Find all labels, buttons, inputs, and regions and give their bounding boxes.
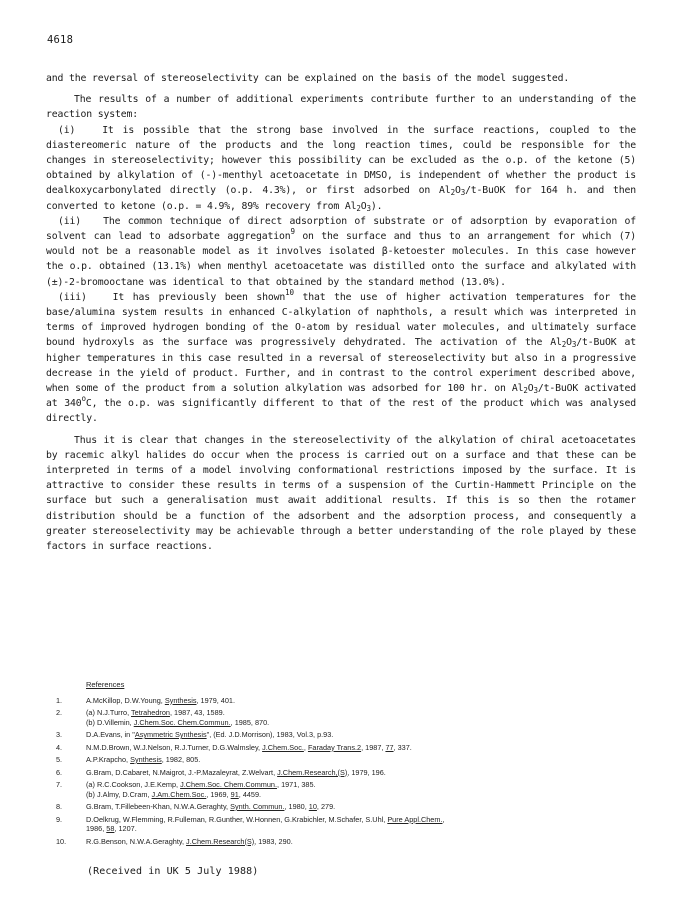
- references-section: [56, 680, 636, 849]
- reference-item: [56, 802, 636, 812]
- reference-body: [86, 743, 636, 753]
- reference-body: [86, 780, 636, 799]
- reference-journal: Faraday Trans.2: [307, 742, 362, 752]
- reference-item: [56, 768, 636, 778]
- paragraph-item-iii: (iii) It has previously been shown$^{10}$ that the use of higher activation temperatures for the base/alumina system results in enhanced C-alkylation of naphthols, a result which was interpreted in terms of improved hydrogen bonding of the O-atom by residual water molecules, and ultimately surface bound hydroxyls as the surface was progressively dehydrated. The activation of the $Al_2O_3/t$-BuOK at higher temperatures in this case resulted in a reversal of stereoselectivity but also in a progressive decrease in the yield of product. Further, and in contrast to the control experiment described above, when some of the product from a solution alkylation was adsorbed for 100 hr. on $Al_2O_3/t$-BuOK activated at 340$^o$C, the o.p. was significantly different to that of the rest of the product which was analysed directly.: [46, 287, 637, 425]
- reference-body: [86, 730, 636, 740]
- citation-superscript: 9: [290, 227, 295, 237]
- item-label: (ii): [58, 215, 81, 227]
- reference-number: 7.: [56, 780, 63, 789]
- reference-body: [86, 708, 636, 727]
- reference-text: (b) J.Almy, D.Cram,: [86, 789, 152, 799]
- reference-journal: 91: [230, 789, 239, 799]
- reference-text: (a) R.C.Cookson, J.E.Kemp,: [86, 780, 181, 789]
- paragraph-results-intro: The results of a number of additional experiments contribute further to an understanding of the reaction system:: [46, 94, 636, 121]
- reference-text: (b) D.Villemin,: [86, 717, 134, 727]
- citation-superscript: 10: [285, 287, 294, 297]
- reference-item: [56, 837, 636, 847]
- reference-item: [56, 815, 636, 834]
- reference-number: 9.: [56, 814, 63, 824]
- reference-text: , 1979, 196.: [347, 767, 386, 777]
- reference-text: , 1983, 290.: [254, 836, 293, 846]
- reference-number: 1.: [56, 695, 63, 705]
- reference-text: R.G.Benson, N.W.A.Geraghty,: [86, 836, 187, 846]
- reference-item: [56, 730, 636, 740]
- reference-text: , 279.: [316, 802, 336, 811]
- references-heading: References: [86, 680, 125, 689]
- paragraph-conclusion: Thus it is clear that changes in the stereoselectivity of the alkylation of chiral acetoacetates by racemic alkyl halides do occur when the process is carried out on a surface and that these can be interpreted in terms of a model involving conformational restrictions imposed by the surface. It is attractive to consider these results in terms of a suspension of the Curtin-Hammett Principle on the surface but such a generalisation must await additional results. If this is so then the rotamer distribution should be a function of the adsorbent and the adsorption process, and consequently a greater stereoselectivity may be achievable through a better understanding of the role played by these factors in surface reactions.: [46, 434, 636, 553]
- reference-journal: J.Chem.Soc. Chem.Commun.: [133, 717, 231, 727]
- references-list: [56, 696, 636, 847]
- reference-text: N.M.D.Brown, W.J.Nelson, R.J.Turner, D.G.Walmsley,: [86, 742, 263, 752]
- reference-text: (a) N.J.Turro,: [86, 708, 132, 717]
- reference-text: A.P.Krapcho,: [86, 755, 131, 764]
- reference-text: , 1969,: [206, 789, 231, 799]
- reference-journal: J.Chem.Soc.: [262, 742, 304, 752]
- reference-journal: Synthesis: [130, 755, 162, 764]
- reference-text: , 337.: [393, 742, 412, 752]
- reference-journal: 10: [308, 802, 317, 811]
- reference-body: [86, 755, 636, 765]
- reference-journal: 77: [385, 742, 394, 752]
- item-label: (i): [58, 124, 76, 136]
- reference-text: ,: [303, 742, 308, 752]
- received-date: (Received in UK 5 July 1988): [87, 866, 259, 877]
- reference-text: , 1987, 43, 1589.: [169, 708, 225, 717]
- reference-text: D.A.Evans, in ": [86, 730, 135, 739]
- reference-journal: J.Chem.Soc. Chem.Commun.: [180, 780, 278, 789]
- reference-body: [86, 815, 636, 834]
- reference-item: [56, 743, 636, 753]
- reference-number: 6.: [56, 767, 63, 777]
- reference-text: 1986,: [86, 824, 107, 833]
- reference-item: [56, 708, 636, 727]
- reference-text: , 1207.: [114, 824, 137, 833]
- page-number: 4618: [47, 34, 74, 46]
- reference-body: [86, 696, 636, 706]
- reference-body: [86, 802, 636, 812]
- reference-text: ,: [442, 814, 445, 824]
- reference-number: 8.: [56, 802, 63, 811]
- reference-text: , 1979, 401.: [196, 695, 236, 705]
- reference-line: [86, 824, 636, 834]
- reference-journal: Synth. Commun.: [230, 802, 285, 811]
- reference-number: 4.: [56, 742, 63, 752]
- reference-text: , 1971, 385.: [277, 780, 316, 789]
- reference-item: [56, 755, 636, 765]
- reference-body: [86, 837, 636, 847]
- item-label: (iii): [58, 291, 87, 303]
- reference-journal: Tetrahedron: [131, 708, 170, 717]
- article-body: [46, 71, 636, 554]
- reference-text: G.Bram, D.Cabaret, N.Maigrot, J.-P.Mazaleyrat, Z.Welvart,: [86, 767, 278, 777]
- reference-text: , 1987,: [361, 742, 386, 752]
- reference-item: [56, 780, 636, 799]
- reference-journal: Synthesis: [164, 695, 197, 705]
- paragraph-item-ii: (ii) The common technique of direct adsorption of substrate or of adsorption by evaporation of solvent can lead to adsorbate aggregation$^9$ on the surface and thus to an arrangement for which (7) would not be a reasonable model as it involves isolated β-ketoester molecules. In this case however the o.p. obtained (13.1%) when menthyl acetoacetate was distilled onto the surface and alkylated with (±)-2-bromooctane was identical to that obtained by the standard method (13.0%).: [46, 215, 637, 288]
- reference-journal: J.Am.Chem.Soc.: [151, 789, 207, 799]
- reference-text: , 1982, 805.: [161, 755, 201, 764]
- reference-line: [86, 790, 636, 800]
- reference-body: [86, 768, 636, 778]
- paragraph-item-i: (i) It is possible that the strong base involved in the surface reactions, coupled to the diastereomeric nature of the products and the long reaction times, could be responsible for the changes in stereoselectivity; however this possibility can be excluded as the o.p. of the ketone (5) obtained by alkylation of (-)-menthyl acetoacetate in DMSO, is independent of whether the product is dealkoxycarbonylated directly (o.p. 4.3%), or first adsorbed on $Al_2O_3/t$-BuOK for 164 h. and then converted to ketone (o.p. = 4.9%, 89% recovery from $Al_2O_3$).: [46, 124, 636, 213]
- reference-text: , 4459.: [238, 789, 262, 799]
- reference-journal: J.Chem.Research,(S): [277, 767, 348, 777]
- reference-text: G.Bram, T.Fillebeen-Khan, N.W.A.Geraghty,: [86, 802, 231, 811]
- reference-number: 3.: [56, 730, 63, 739]
- reference-number: 10.: [56, 836, 67, 846]
- reference-line: [86, 708, 636, 718]
- reference-text: , 1985, 870.: [230, 717, 270, 727]
- reference-text: , 1980,: [284, 802, 309, 811]
- paragraph-continuation: and the reversal of stereoselectivity can be explained on the basis of the model suggested.: [46, 73, 570, 84]
- reference-line: [86, 780, 636, 790]
- reference-journal: Asymmetric Synthesis: [134, 730, 207, 739]
- reference-text: A.McKillop, D.W.Young,: [86, 695, 165, 705]
- reference-journal: 58: [106, 824, 115, 833]
- reference-text: D.Oelkrug, W.Flemming, R.Fulleman, R.Gunther, W.Honnen, G.Krabichler, M.Schafer, S.Uhl,: [86, 814, 388, 824]
- reference-line: [86, 718, 636, 728]
- reference-item: [56, 696, 636, 706]
- reference-line: [86, 815, 636, 825]
- reference-journal: J.Chem.Research(S): [186, 836, 255, 846]
- reference-text: ", (Ed. J.D.Morrison), 1983, Vol.3, p.93.: [206, 730, 334, 739]
- reference-journal: Pure Appl.Chem.: [387, 814, 443, 824]
- reference-number: 5.: [56, 755, 63, 764]
- reference-number: 2.: [56, 708, 63, 717]
